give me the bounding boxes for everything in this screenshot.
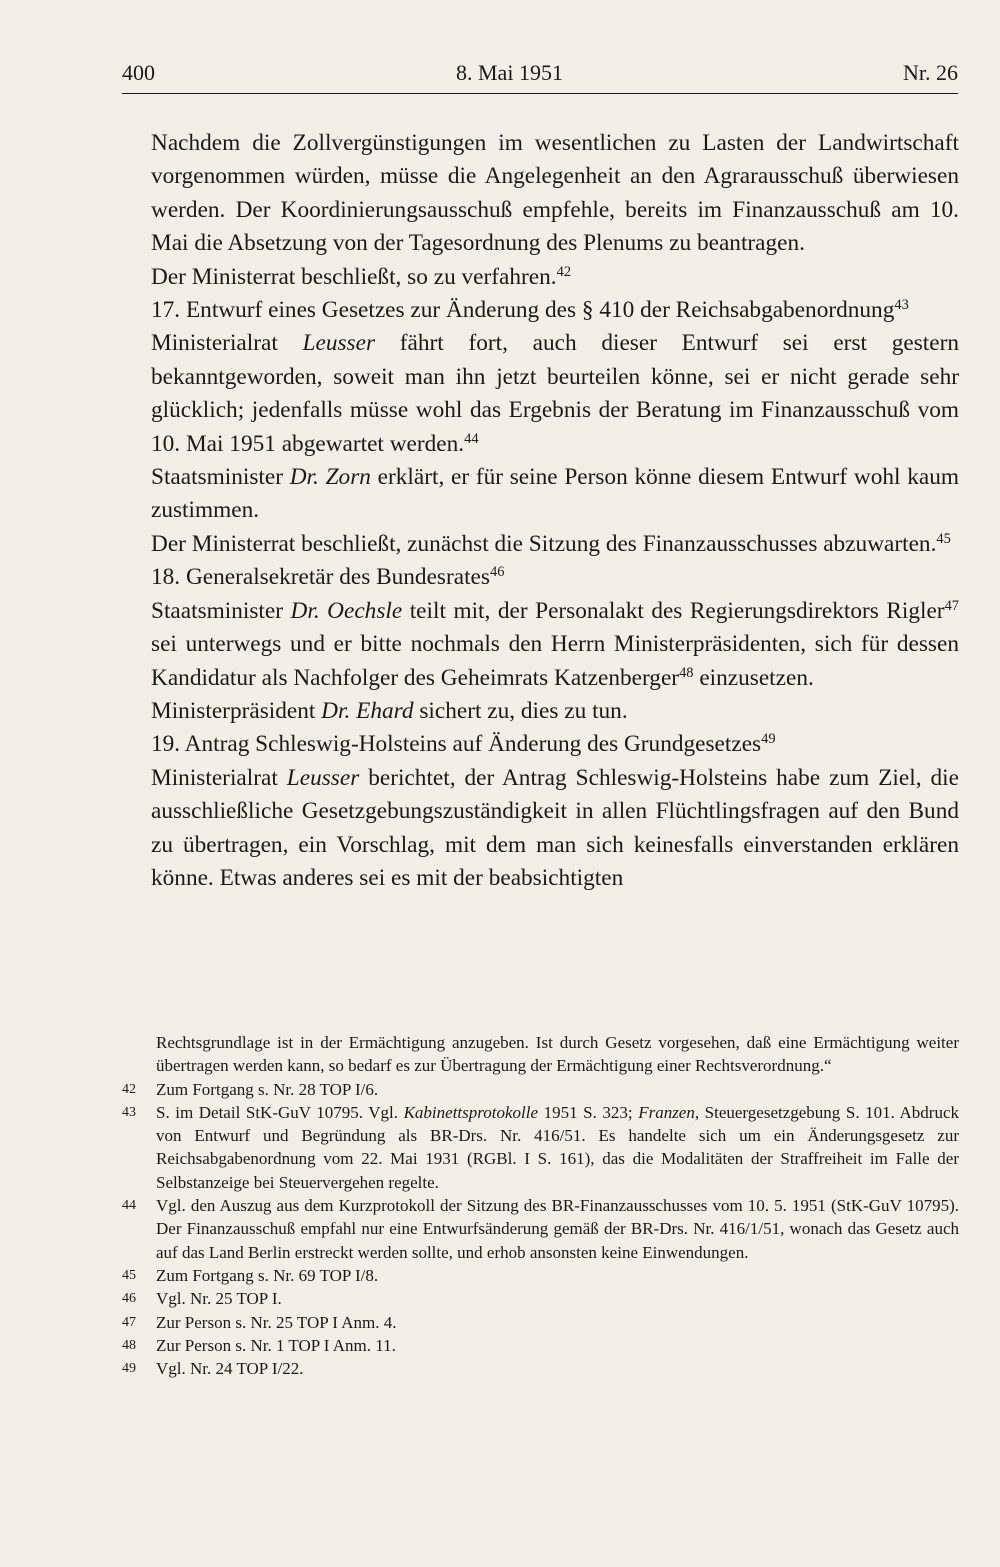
footnote-ref: 49 <box>761 731 776 748</box>
footnote-continuation: Rechtsgrundlage ist in der Ermächtigung anzugeben. Ist durch Gesetz vorgesehen, daß eine Ermächtigung weiter übertragen werden kann, so bedarf es zur Übertragung der Ermächtigung einer Rechtsverordnung.“ <box>156 1033 959 1076</box>
page-number: 400 <box>122 60 155 85</box>
footnote-number: 45 <box>122 1267 136 1283</box>
paragraph: Nachdem die Zollvergünstigungen im wesentlichen zu Lasten der Landwirtschaft vorgenommen würden, müsse die Angelegenheit an den Agrarausschuß überwiesen werden. Der Koordinierungsausschuß empfehle, bereits im Finanzausschuß am 10. Mai die Absetzung von der Tagesordnung des Plenums zu beantragen. <box>151 130 959 257</box>
footnote-45: 45 Zum Fortgang s. Nr. 69 TOP I/8. <box>122 1264 959 1287</box>
footnote-number: 44 <box>122 1198 136 1214</box>
footnote-number: 48 <box>122 1337 136 1353</box>
footnote-ref: 45 <box>936 530 951 547</box>
footnote-ref: 42 <box>556 263 572 280</box>
footnote-number: 43 <box>122 1104 136 1120</box>
footnote-number: 49 <box>122 1361 136 1377</box>
paragraph: Ministerialrat Leusser berichtet, der Antrag Schleswig-Holsteins habe zum Ziel, die ausschließliche Gesetzgebungszuständigkeit in allen Flüchtlingsfragen auf den Bund zu übertragen, ein Vorschlag, mit dem man sich keinesfalls einverstanden erklären könne. Etwas anderes sei es mit der beabsichtigten <box>151 764 959 891</box>
footnote-ref: 48 <box>679 664 694 681</box>
speaker-name: Dr. Zorn <box>289 464 371 491</box>
footnotes <box>122 1031 959 1380</box>
footnote-48: 48 Zur Person s. Nr. 1 TOP I Anm. 11. <box>122 1334 959 1357</box>
speaker-name: Leusser <box>286 764 360 791</box>
footnote-number: 42 <box>122 1081 136 1097</box>
footnote-42: 42 Zum Fortgang s. Nr. 28 TOP I/6. <box>122 1078 959 1101</box>
main-text <box>151 127 959 895</box>
agenda-item-19: 19. Antrag Schleswig-Holsteins auf Änderung des Grundgesetzes$^{49}$ <box>151 731 776 758</box>
speaker-name: Dr. Ehard <box>321 697 414 724</box>
paragraph: Ministerialrat Leusser fährt fort, auch dieser Entwurf sei erst gestern bekanntgeworden, soweit man ihn jetzt beurteilen könne, sei er nicht gerade sehr glücklich; jedenfalls müsse wohl das Ergebnis der Beratung im Finanzausschuß vom 10. Mai 1951 abgewartet werden.$^{44}$ <box>151 330 959 457</box>
speaker-name: Dr. Oechsle <box>290 597 403 624</box>
header-issue-number: Nr. 26 <box>903 60 958 85</box>
running-head <box>122 60 958 90</box>
footnote-49: 49 Vgl. Nr. 24 TOP I/22. <box>122 1357 959 1380</box>
paragraph-decision: Der Ministerrat beschließt, so zu verfahren.$^{42}$ <box>151 263 572 290</box>
footnote-44: 44 Vgl. den Auszug aus dem Kurzprotokoll der Sitzung des BR-Finanzausschusses vom 10. 5. 1951 (StK-GuV 10795). Der Finanzausschuß empfahl nur eine Entwurfsänderung gemäß der BR-Drs. Nr. 416/1/51, wonach das Gesetz auch auf das Land Berlin erstreckt werden sollte, und erhob ansonsten keine Einwendungen. <box>122 1196 959 1262</box>
footnote-47: 47 Zur Person s. Nr. 25 TOP I Anm. 4. <box>122 1311 959 1334</box>
paragraph: Ministerpräsident Dr. Ehard sichert zu, dies zu tun. <box>151 697 628 724</box>
footnote-46: 46 Vgl. Nr. 25 TOP I. <box>122 1287 959 1310</box>
paragraph-decision: Der Ministerrat beschließt, zunächst die Sitzung des Finanzausschusses abzuwarten.$^{45}$ <box>151 530 951 557</box>
paragraph: Staatsminister Dr. Oechsle teilt mit, der Personalakt des Regierungsdirektors Rigler$^{47}$ sei unterwegs und er bitte nochmals den Herrn Ministerpräsidenten, sich für dessen Kandidatur als Nachfolger des Geheimrats Katzenberger$^{48}$ einzusetzen. <box>151 597 959 691</box>
footnote-ref: 46 <box>489 564 505 581</box>
footnote-ref: 43 <box>894 297 909 314</box>
agenda-item-18: 18. Generalsekretär des Bundesrates$^{46}$ <box>151 564 505 591</box>
footnote-ref: 44 <box>464 430 479 447</box>
footnote-43: 43 S. im Detail StK-GuV 10795. Vgl. Kabinettsprotokolle 1951 S. 323; Franzen, Steuergesetzgebung S. 101. Abdruck von Entwurf und Begründung als BR-Drs. Nr. 416/51. Es handelte sich um ein Änderungsgesetz zur Reichsabgabenordnung vom 22. Mai 1931 (RGBl. I S. 161), das die Modalitäten der Straffreiheit im Falle der Selbstanzeige bei Steuervergehen regelte. <box>122 1102 959 1192</box>
footnote-number: 46 <box>122 1291 136 1307</box>
header-date: 8. Mai 1951 <box>456 60 563 85</box>
footnote-number: 47 <box>122 1314 136 1330</box>
agenda-item-17: 17. Entwurf eines Gesetzes zur Änderung des § 410 der Reichsabgabenordnung$^{43}$ <box>151 297 909 324</box>
header-rule <box>122 93 958 94</box>
paragraph: Staatsminister Dr. Zorn erklärt, er für seine Person könne diesem Entwurf wohl kaum zustimmen. <box>151 464 959 524</box>
speaker-name: Leusser <box>302 330 376 357</box>
footnote-ref: 47 <box>944 597 959 614</box>
